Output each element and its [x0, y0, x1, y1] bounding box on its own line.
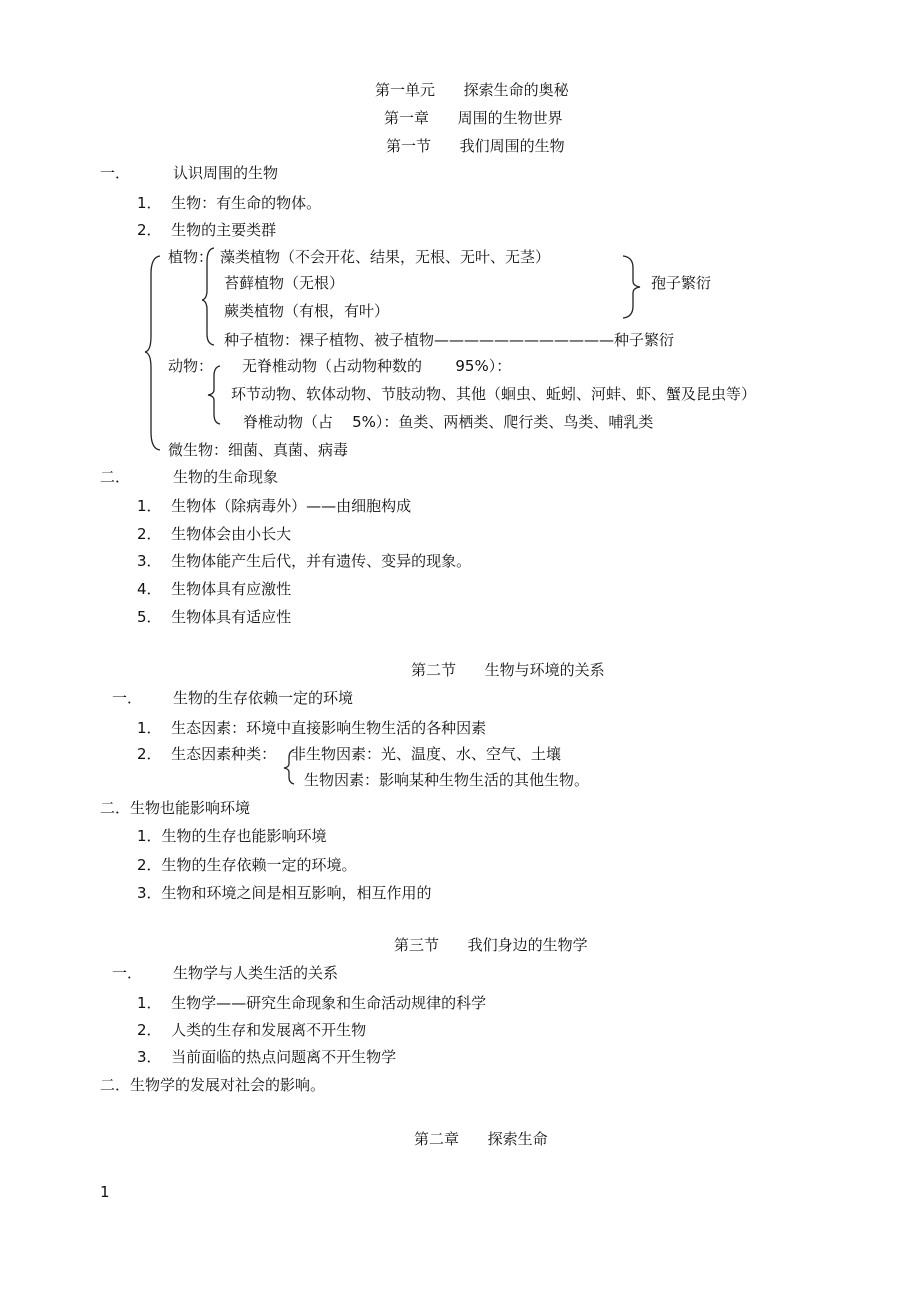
point-title: 生物的生命现象 [173, 468, 279, 486]
list-item: 1． 生物体（除病毒外）——由细胞构成 [137, 497, 412, 515]
list-item: 1． 生态因素：环境中直接影响生物生活的各种因素 [137, 719, 487, 737]
point-title: 生物的生存依赖一定的环境 [173, 689, 354, 707]
point-marker: 二． [100, 468, 131, 486]
invertebrate-groups: 环节动物、软体动物、节肢动物、其他（蛔虫、蚯蚓、河蚌、虾、蟹及昆虫等） [231, 385, 757, 403]
plant-item: 藻类植物（不会开花、结果，无根、无叶、无茎） [220, 248, 551, 266]
animal-label: 动物： [168, 357, 214, 375]
section-title: 第一节 我们周围的生物 [386, 137, 565, 155]
list-item: 3． 当前面临的热点问题离不开生物学 [137, 1048, 397, 1066]
seed-plants: 种子植物：裸子植物、被子植物————————————种子繁衍 [224, 331, 675, 349]
spore-note: 孢子繁衍 [651, 274, 712, 292]
point-marker: 一． [112, 689, 143, 707]
list-item: 2． 生物的主要类群 [137, 221, 277, 239]
list-item: 2．生物的生存依赖一定的环境。 [137, 856, 357, 874]
microbes: 微生物：细菌、真菌、病毒 [168, 441, 349, 459]
point-title: 二．生物也能影响环境 [100, 799, 251, 817]
list-item: 3．生物和环境之间是相互影响，相互作用的 [137, 884, 432, 902]
biotic-factors: 生物因素：影响某种生物生活的其他生物。 [304, 771, 590, 789]
invertebrates: 无脊椎动物（占动物种数的 95%）： [242, 357, 512, 375]
plant-label: 植物： [168, 248, 214, 266]
list-item: 2． 生态因素种类： [137, 745, 277, 763]
list-item: 2． 人类的生存和发展离不开生物 [137, 1021, 367, 1039]
section-title: 第三节 我们身边的生物学 [394, 936, 588, 954]
point-title: 认识周围的生物 [173, 164, 279, 182]
list-item: 1． 生物学——研究生命现象和生命活动规律的科学 [137, 994, 487, 1012]
spore-brace [621, 254, 643, 320]
plant-brace [201, 246, 217, 348]
list-item: 4． 生物体具有应激性 [137, 580, 292, 598]
list-item: 5． 生物体具有适应性 [137, 608, 292, 626]
abiotic-factors: 非生物因素：光、温度、水、空气、土壤 [291, 745, 562, 763]
plant-item: 苔藓植物（无根） [224, 274, 345, 292]
page-number: 1 [100, 1183, 110, 1201]
section-title: 第二节 生物与环境的关系 [411, 661, 605, 679]
chapter-title: 第一章 周围的生物世界 [384, 109, 563, 127]
list-item: 3． 生物体能产生后代，并有遗传、变异的现象。 [137, 552, 472, 570]
plant-item: 蕨类植物（有根，有叶） [224, 302, 390, 320]
outer-brace [145, 254, 165, 454]
unit-title: 第一单元 探索生命的奥秘 [375, 81, 569, 99]
chapter-title: 第二章 探索生命 [414, 1130, 548, 1148]
list-item: 2． 生物体会由小长大 [137, 525, 292, 543]
point-title: 生物学与人类生活的关系 [173, 964, 339, 982]
list-item: 1． 生物：有生命的物体。 [137, 194, 322, 212]
list-item: 1．生物的生存也能影响环境 [137, 827, 327, 845]
point-marker: 一． [100, 164, 131, 182]
animal-brace [207, 364, 223, 426]
point-title: 二．生物学的发展对社会的影响。 [100, 1076, 326, 1094]
point-marker: 一． [112, 964, 143, 982]
vertebrates: 脊椎动物（占 5%）：鱼类、两栖类、爬行类、鸟类、哺乳类 [243, 413, 654, 431]
